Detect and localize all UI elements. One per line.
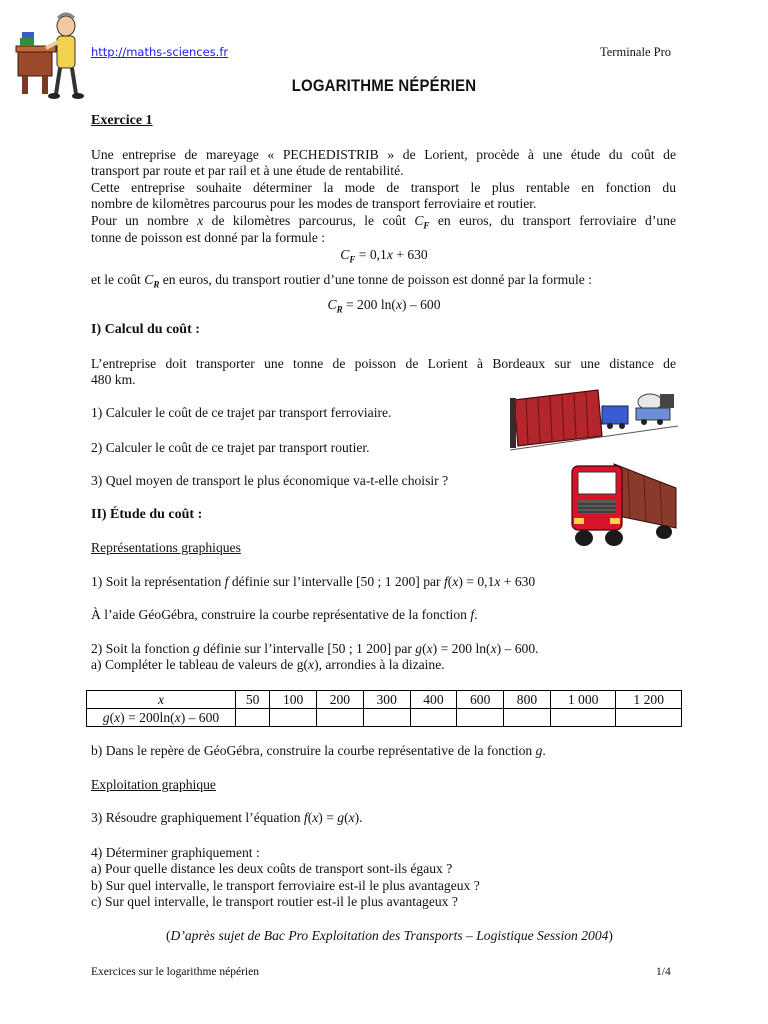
part1-q3: 3) Quel moyen de transport le plus économique va-t-elle choisir ? xyxy=(91,473,449,488)
table-input-cell[interactable] xyxy=(270,709,317,727)
intro-line: transport par route et par rail et à une étude de rentabilité. xyxy=(91,163,404,178)
table-cell: 200 xyxy=(317,691,364,709)
formula-cr: $C_R = 200$ ln(x) – 600 xyxy=(327,297,441,315)
values-table xyxy=(86,690,682,727)
intro-line: Cette entreprise souhaite déterminer la mode de transport le plus rentable en fonction du xyxy=(91,180,676,195)
formula-cf: $C_F = 0,1x + 630$ xyxy=(340,247,428,265)
part2-heading: II) Étude du coût : xyxy=(91,507,203,522)
table-header-x: x xyxy=(87,691,236,709)
table-cell: 50 xyxy=(236,691,270,709)
table-input-cell[interactable] xyxy=(504,709,551,727)
table-cell: 400 xyxy=(410,691,457,709)
table-input-cell[interactable] xyxy=(317,709,364,727)
table-row xyxy=(87,691,682,709)
cf-intro-line2: tonne de poisson est donné par la formule : xyxy=(91,230,326,245)
table-input-cell[interactable] xyxy=(363,709,410,727)
source-note: (D’après sujet de Bac Pro Exploitation des Transports – Logistique Session 2004) xyxy=(166,928,613,943)
subheading-graphs: Représentations graphiques xyxy=(91,540,241,555)
part1-q1: 1) Calculer le coût de ce trajet par transport ferroviaire. xyxy=(91,405,392,420)
table-cell: 1 200 xyxy=(616,691,682,709)
part2-q2b: b) Dans le repère de GéoGébra, construire la courbe représentative de la fonction g. xyxy=(91,743,546,758)
level-label: Terminale Pro xyxy=(600,45,671,59)
page-number: 1/4 xyxy=(656,966,671,978)
part2-q4b: b) Sur quel intervalle, le transport ferroviaire est-il le plus avantageux ? xyxy=(91,878,480,893)
part2-q4: 4) Déterminer graphiquement : xyxy=(91,845,260,860)
footer-title: Exercices sur le logarithme népérien xyxy=(91,966,259,978)
table-input-cell[interactable] xyxy=(550,709,616,727)
table-cell: 800 xyxy=(504,691,551,709)
part2-q3: 3) Résoudre graphiquement l’équation f(x) = g(x). xyxy=(91,810,363,825)
part2-q1-geogebra: À l’aide GéoGébra, construire la courbe représentative de la fonction f. xyxy=(91,607,478,622)
part1-q2: 2) Calculer le coût de ce trajet par transport routier. xyxy=(91,440,370,455)
part1-context2: 480 km. xyxy=(91,372,136,387)
table-cell: 100 xyxy=(270,691,317,709)
part2-q4c: c) Sur quel intervalle, le transport routier est-il le plus avantageux ? xyxy=(91,894,458,909)
subheading-exploitation: Exploitation graphique xyxy=(91,777,216,792)
table-cell: 300 xyxy=(363,691,410,709)
truck-clipart-icon xyxy=(568,458,680,548)
site-link[interactable]: http://maths-sciences.fr xyxy=(91,45,229,59)
cf-intro-line: Pour un nombre x de kilomètres parcourus, le coût $C_F$ en euros, du transport ferroviaire d’une xyxy=(91,213,676,231)
table-input-cell[interactable] xyxy=(236,709,270,727)
part2-q4a: a) Pour quelle distance les deux coûts de transport sont-ils égaux ? xyxy=(91,861,453,876)
part2-q1: 1) Soit la représentation f définie sur l’intervalle [50 ; 1 200] par f(x) = 0,1x + 630 xyxy=(91,574,536,589)
cr-intro-line: et le coût $C_R$ en euros, du transport routier d’une tonne de poisson est donné par la formule : xyxy=(91,272,592,290)
exercise-heading: Exercice 1 xyxy=(91,113,153,128)
table-input-cell[interactable] xyxy=(410,709,457,727)
page-title: LOGARITHME NÉPÉRIEN xyxy=(291,76,477,95)
freight-train-clipart-icon xyxy=(510,386,678,452)
part1-context: L’entreprise doit transporter une tonne de poisson de Lorient à Bordeaux sur une distance de xyxy=(91,356,676,371)
part2-q2a: a) Compléter le tableau de valeurs de g(x), arrondies à la dizaine. xyxy=(91,657,445,672)
table-input-cell[interactable] xyxy=(616,709,682,727)
intro-line: Une entreprise de mareyage « PECHEDISTRIB » de Lorient, procède à une étude du coût de xyxy=(91,147,676,162)
part1-heading: I) Calcul du coût : xyxy=(91,322,200,337)
table-row-label: g(x) = 200ln(x) – 600 xyxy=(87,709,236,727)
intro-line: nombre de kilomètres parcourus pour les modes de transport ferroviaire et routier. xyxy=(91,196,537,211)
table-cell: 600 xyxy=(457,691,504,709)
table-row xyxy=(87,709,682,727)
table-cell: 1 000 xyxy=(550,691,616,709)
part2-q2: 2) Soit la fonction g définie sur l’intervalle [50 ; 1 200] par g(x) = 200 ln(x) – 600. xyxy=(91,641,539,656)
table-input-cell[interactable] xyxy=(457,709,504,727)
